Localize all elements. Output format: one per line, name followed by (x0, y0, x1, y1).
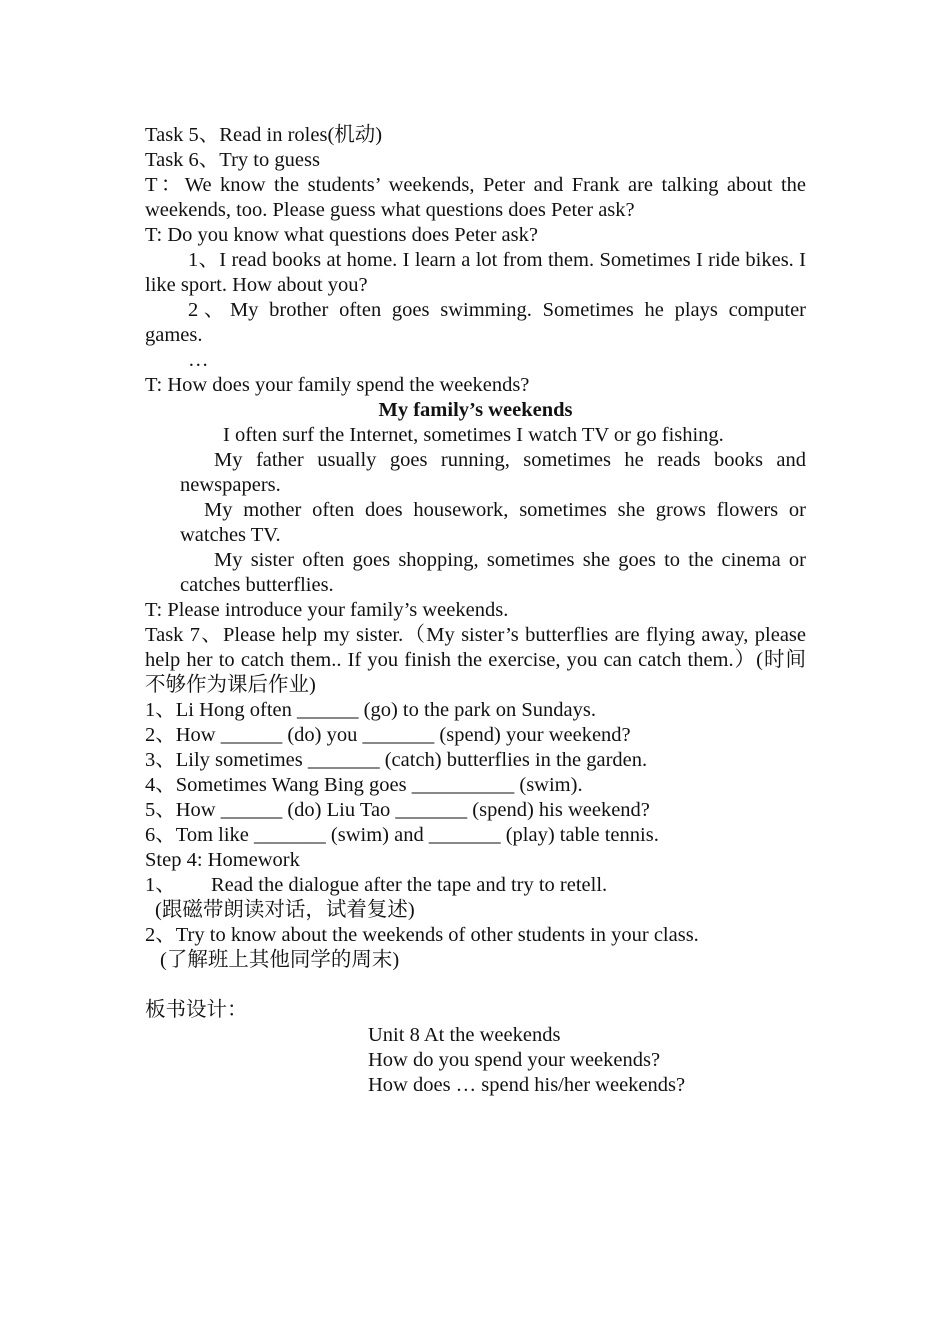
ellipsis-line: … (188, 349, 209, 371)
exercise-item: 3、Lily sometimes _______ (catch) butterflies in the garden. (145, 749, 648, 771)
essay-line: My mother often does housework, sometimes she grows flowers or watches TV. (180, 499, 806, 546)
answer-1: 1、I read books at home. I learn a lot from them. Sometimes I ride bikes. I like sport. How about you? (145, 249, 806, 296)
task7-intro: Task 7、Please help my sister.（My sister’s butterflies are flying away, please help her to catch them.. If you finish the exercise, you can catch them.）(时间不够作为课后作业) (145, 624, 806, 696)
exercise-item: 6、Tom like _______ (swim) and _______ (play) table tennis. (145, 824, 659, 846)
homework-item-1: 1、 Read the dialogue after the tape and try to retell. (145, 874, 608, 896)
homework-item-1-cn: (跟磁带朗读对话，试着复述) (155, 899, 415, 921)
teacher-family-question: T: How does your family spend the weekends? (145, 374, 530, 396)
essay-line: My father usually goes running, sometimes he reads books and newspapers. (180, 449, 806, 496)
exercise-item: 1、Li Hong often ______ (go) to the park on Sundays. (145, 699, 596, 721)
task5-line: Task 5、Read in roles(机动) (145, 124, 383, 146)
homework-item-2-cn: (了解班上其他同学的周末) (160, 949, 400, 971)
teacher-introduce: T: Please introduce your family’s weekends. (145, 599, 509, 621)
board-line-2: How does … spend his/her weekends? (368, 1074, 686, 1096)
homework-title: Step 4: Homework (145, 849, 300, 871)
document-page (145, 123, 806, 1098)
exercise-item: 4、Sometimes Wang Bing goes __________ (swim). (145, 774, 583, 796)
board-design-label: 板书设计： (145, 999, 248, 1021)
exercise-item: 2、How ______ (do) you _______ (spend) your weekend? (145, 724, 631, 746)
board-line-1: How do you spend your weekends? (368, 1049, 661, 1071)
exercise-item: 5、How ______ (do) Liu Tao _______ (spend) his weekend? (145, 799, 650, 821)
task6-line: Task 6、Try to guess (145, 149, 320, 171)
spacer (145, 973, 806, 998)
essay-line: My sister often goes shopping, sometimes she goes to the cinema or catches butterflies. (180, 549, 806, 596)
board-title: Unit 8 At the weekends (368, 1024, 561, 1046)
homework-item-2: 2、Try to know about the weekends of other students in your class. (145, 924, 699, 946)
teacher-question: T: Do you know what questions does Peter ask? (145, 224, 538, 246)
essay-line: I often surf the Internet, sometimes I watch TV or go fishing. (223, 424, 724, 446)
teacher-intro: T：We know the students’ weekends, Peter and Frank are talking about the weekends, too. Please guess what questions does Peter ask? (145, 174, 806, 221)
essay-title: My family’s weekends (378, 399, 573, 421)
answer-2: 2、My brother often goes swimming. Sometimes he plays computer games. (145, 299, 806, 346)
